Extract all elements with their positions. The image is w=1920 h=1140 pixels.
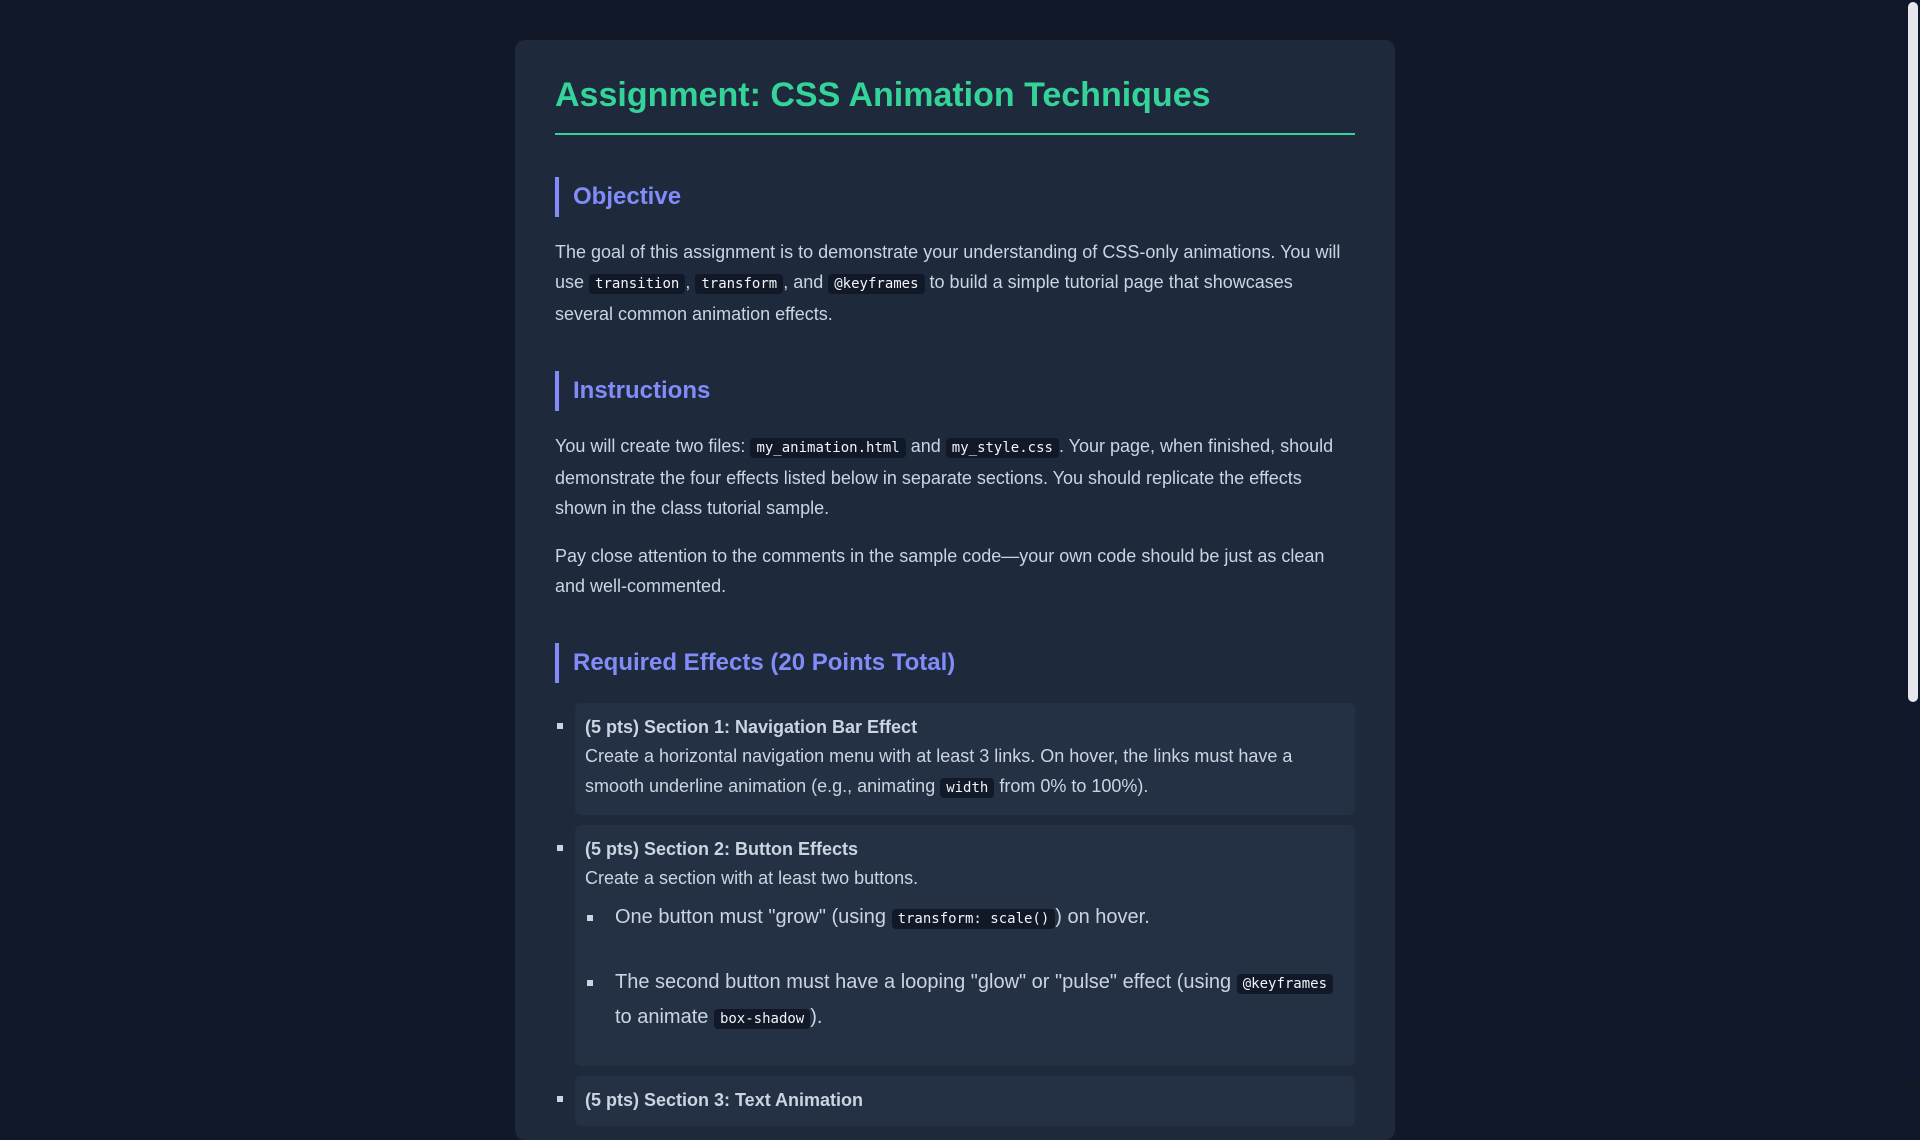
effect-card: [575, 703, 1355, 815]
bullet-icon: [587, 980, 593, 986]
objective-paragraph: [555, 237, 1355, 329]
effect-description: Create a section with at least two buttons.: [585, 868, 919, 888]
code-keyframes: @keyframes: [1237, 974, 1333, 994]
sub-list-item: [585, 901, 1345, 936]
sub-text: The second button must have a looping "glow" or "pulse" effect (using: [615, 971, 1237, 993]
sub-text: ).: [810, 1006, 823, 1028]
scrollbar[interactable]: [1906, 0, 1920, 1080]
list-item: [555, 825, 1355, 1066]
code-transform: transform: [695, 274, 783, 294]
objective-text: to build a simple tutorial page that showcases several common animation effects.: [555, 272, 1293, 324]
bullet-icon: [557, 723, 563, 729]
code-css-file: my_style.css: [946, 438, 1059, 458]
effect-card: [575, 1076, 1355, 1126]
effect-card: [575, 825, 1355, 1066]
instructions-text: . Your page, when finished, should demonstrate the four effects listed below in separate sections. You should replicate the effects shown in the class tutorial sample.: [555, 436, 1334, 518]
list-item: [555, 703, 1355, 815]
effect-text: from 0% to 100%).: [994, 776, 1149, 796]
objective-text: , and: [783, 272, 829, 292]
instructions-paragraph-1: [555, 431, 1355, 523]
sub-list-item: [585, 966, 1345, 1036]
instructions-text: and: [905, 436, 946, 456]
bullet-icon: [557, 845, 563, 851]
objective-text: ,: [685, 272, 696, 292]
effect-description: [585, 741, 1345, 803]
assignment-card: [515, 40, 1395, 1140]
bullet-icon: [587, 915, 593, 921]
scrollbar-thumb[interactable]: [1908, 2, 1918, 702]
bullet-icon: [557, 1096, 563, 1102]
required-effects-heading: Required Effects (20 Points Total): [555, 643, 1355, 683]
code-scale: transform: scale(): [892, 909, 1056, 929]
instructions-heading: Instructions: [555, 371, 1355, 411]
list-item: [555, 1076, 1355, 1126]
page-title: Assignment: CSS Animation Techniques: [555, 62, 1355, 135]
effect-text: Create a horizontal navigation menu with at least 3 links. On hover, the links must have a smooth underline animation (e.g., animating: [585, 746, 1293, 796]
effect-title: (5 pts) Section 1: Navigation Bar Effect: [585, 717, 918, 737]
effect-title: (5 pts) Section 3: Text Animation: [585, 1090, 864, 1110]
sub-list: [585, 901, 1345, 1036]
code-html-file: my_animation.html: [750, 438, 905, 458]
sub-text: ) on hover.: [1055, 906, 1150, 928]
sub-text: to animate: [615, 1006, 714, 1028]
code-width: width: [940, 778, 994, 798]
objective-heading: Objective: [555, 177, 1355, 217]
sub-text: One button must "grow" (using: [615, 906, 892, 928]
code-box-shadow: box-shadow: [714, 1009, 810, 1029]
objective-text: The goal of this assignment is to demonstrate your understanding of CSS-only animations. You will use: [555, 242, 1341, 292]
instructions-text: You will create two files:: [555, 436, 751, 456]
instructions-paragraph-2: Pay close attention to the comments in the sample code—your own code should be just as clean and well-commented.: [555, 546, 1325, 596]
effects-list: [555, 703, 1355, 1126]
code-keyframes: @keyframes: [828, 274, 924, 294]
effect-title: (5 pts) Section 2: Button Effects: [585, 839, 859, 859]
code-transition: transition: [589, 274, 685, 294]
